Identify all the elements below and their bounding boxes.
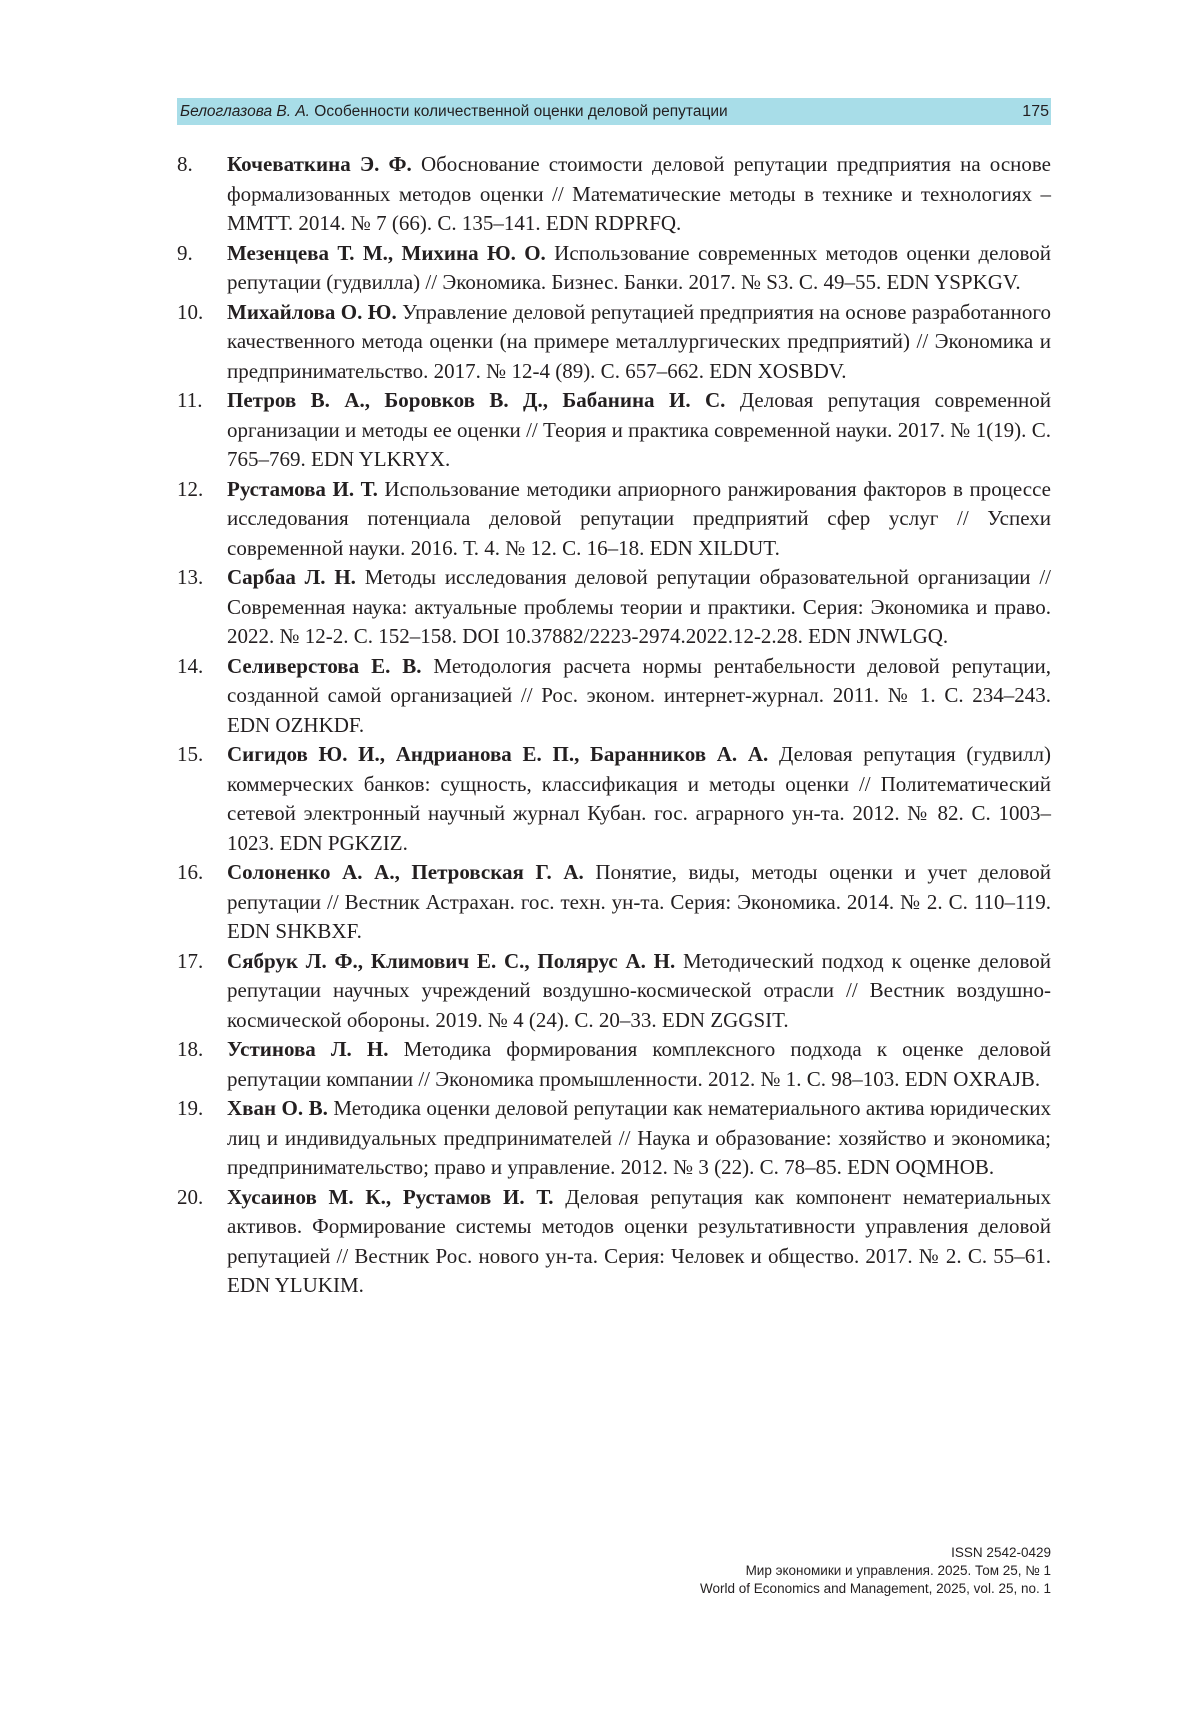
reference-item: [177, 475, 1051, 564]
reference-number: 11.: [177, 388, 203, 412]
reference-body: [227, 740, 1051, 858]
reference-item: [177, 150, 1051, 239]
reference-body: [227, 563, 1051, 652]
reference-item: [177, 858, 1051, 947]
reference-body: [227, 1183, 1051, 1301]
reference-authors: Михайлова О. Ю.: [227, 299, 397, 324]
reference-authors: Селиверстова Е. В.: [227, 653, 422, 678]
reference-text: Деловая репутация как компонент нематериальных активов. Формирование системы методов оценки результативности управления деловой репутацией // Вестник Рос. нового ун-та. Серия: Человек и общество. 2017. № 2. С. 55–61. EDN YLUKIM.: [227, 1184, 1051, 1297]
reference-number: 20.: [177, 1184, 204, 1209]
reference-body: [227, 386, 1051, 475]
footer-journal-ru: Мир экономики и управления. 2025. Том 25, № 1: [745, 1563, 1051, 1578]
reference-body: [227, 298, 1051, 387]
reference-number: 8.: [177, 152, 193, 176]
reference-body: [227, 475, 1051, 564]
reference-authors: Устинова Л. Н.: [227, 1037, 389, 1061]
reference-text: Использование методики априорного ранжирования факторов в процессе исследования потенциала деловой репутации предприятий сфер услуг // Успехи современной науки. 2016. Т. 4. № 12. С. 16–18. EDN XILDUT.: [227, 476, 1051, 560]
reference-body: [227, 947, 1051, 1036]
reference-item: [177, 239, 1051, 298]
reference-body: [227, 858, 1051, 947]
page-number: 175: [1022, 102, 1049, 120]
reference-item: [177, 1094, 1051, 1183]
reference-text: Методология расчета нормы рентабельности деловой репутации, созданной самой организацией // Рос. эконом. интернет-журнал. 2011. № 1. С. 234–243. EDN OZHKDF.: [227, 653, 1051, 737]
reference-item: [177, 1183, 1051, 1301]
reference-number: 16.: [177, 860, 204, 884]
reference-item: [177, 740, 1051, 858]
reference-item: [177, 563, 1051, 652]
footer-journal-en: World of Economics and Management, 2025, vol. 25, no. 1: [700, 1581, 1051, 1596]
footer-issn: ISSN 2542-0429: [951, 1545, 1051, 1560]
reference-body: [227, 1094, 1051, 1183]
page-footer: [700, 1544, 1051, 1598]
reference-text: Понятие, виды, методы оценки и учет деловой репутации // Вестник Астрахан. гос. техн. ун-та. Серия: Экономика. 2014. № 2. С. 110–119. EDN SHKBXF.: [227, 860, 1051, 943]
reference-body: [227, 652, 1051, 741]
running-header: [177, 98, 1051, 125]
running-header-authors: Белоглазова В. А.: [180, 102, 310, 120]
reference-item: [177, 652, 1051, 741]
reference-item: [177, 947, 1051, 1036]
reference-authors: Хван О. В.: [227, 1096, 328, 1120]
reference-list: [177, 150, 1051, 1301]
reference-number: 10.: [177, 299, 204, 324]
reference-text: Методика формирования комплексного подхода к оценке деловой репутации компании // Экономика промышленности. 2012. № 1. С. 98–103. EDN OXRAJB.: [227, 1037, 1052, 1091]
reference-authors: Рустамова И. Т.: [227, 476, 378, 501]
reference-authors: Сябрук Л. Ф., Климович Е. С., Полярус А. Н.: [227, 948, 676, 973]
reference-number: 18.: [177, 1037, 204, 1061]
running-header-left: [180, 103, 728, 121]
reference-body: [227, 1035, 1051, 1094]
reference-authors: Сигидов Ю. И., Андрианова Е. П., Баранников А. А.: [227, 742, 769, 766]
reference-text: Управление деловой репутацией предприятия на основе разработанного качественного метода оценки (на примере металлургических предприятий) // Экономика и предпринимательство. 2017. № 12-4 (89). С. 657–662. EDN XOSBDV.: [227, 299, 1052, 383]
reference-item: [177, 386, 1051, 475]
reference-number: 17.: [177, 948, 204, 973]
reference-text: Деловая репутация современной организации и методы ее оценки // Теория и практика современной науки. 2017. № 1(19). С. 765–769. EDN YLKRYX.: [227, 388, 1051, 471]
reference-authors: Солоненко А. А., Петровская Г. А.: [227, 860, 584, 884]
reference-authors: Сарбаа Л. Н.: [227, 565, 356, 589]
reference-body: [227, 239, 1051, 298]
reference-text: Деловая репутация (гудвилл) коммерческих банков: сущность, классификация и методы оценки // Политематический сетевой электронный научный журнал Кубан. гос. аграрного ун-та. 2012. № 82. С. 1003–1023. EDN PGKZIZ.: [227, 742, 1051, 855]
reference-item: [177, 298, 1051, 387]
reference-authors: Кочеваткина Э. Ф.: [227, 152, 412, 176]
reference-text: Обоснование стоимости деловой репутации предприятия на основе формализованных методов оценки // Математические методы в технике и технологиях – ММТТ. 2014. № 7 (66). С. 135–141. EDN RDPRFQ.: [227, 152, 1052, 235]
reference-number: 12.: [177, 476, 204, 501]
reference-number: 14.: [177, 653, 204, 678]
reference-authors: Хусаинов М. К., Рустамов И. Т.: [227, 1184, 554, 1209]
reference-number: 13.: [177, 565, 204, 589]
running-header-title: Особенности количественной оценки деловой репутации: [314, 102, 728, 120]
reference-text: Методика оценки деловой репутации как нематериального актива юридических лиц и индивидуальных предпринимателей // Наука и образование: хозяйство и экономика; предпринимательство; право и управление. 2012. № 3 (22). С. 78–85. EDN OQMHOB.: [227, 1096, 1052, 1179]
reference-authors: Мезенцева Т. М., Михина Ю. О.: [227, 240, 546, 265]
reference-item: [177, 1035, 1051, 1094]
reference-text: Методы исследования деловой репутации образовательной организации // Современная наука: актуальные проблемы теории и практики. Серия: Экономика и право. 2022. № 12-2. С. 152–158. DOI 10.37882/2223-2974.2022.12-2.28. EDN JNWLGQ.: [227, 565, 1052, 648]
reference-text: Использование современных методов оценки деловой репутации (гудвилла) // Экономика. Бизнес. Банки. 2017. № S3. С. 49–55. EDN YSPKGV.: [227, 240, 1051, 294]
reference-number: 15.: [177, 742, 204, 766]
reference-text: Методический подход к оценке деловой репутации научных учреждений воздушно-космической отрасли // Вестник воздушно-космической обороны. 2019. № 4 (24). С. 20–33. EDN ZGGSIT.: [227, 948, 1052, 1032]
reference-authors: Петров В. А., Боровков В. Д., Бабанина И. С.: [227, 388, 726, 412]
reference-number: 9.: [177, 240, 193, 265]
reference-body: [227, 150, 1051, 239]
reference-number: 19.: [177, 1096, 204, 1120]
